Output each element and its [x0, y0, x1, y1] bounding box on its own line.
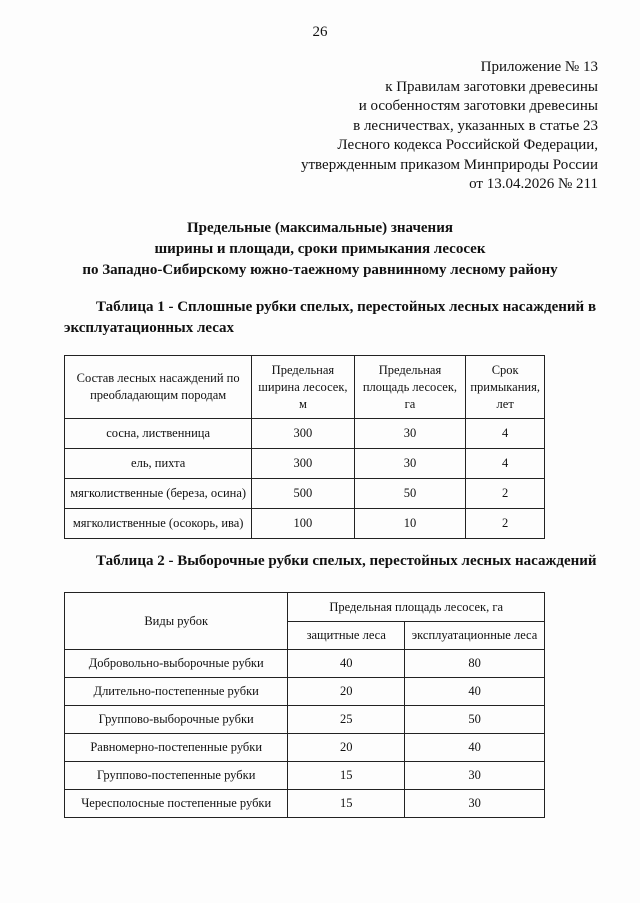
table-cell: Добровольно-выборочные рубки	[65, 650, 288, 678]
table-cell: Длительно-постепенные рубки	[65, 678, 288, 706]
table1-header-row	[65, 356, 545, 419]
table-cell: Чересполосные постепенные рубки	[65, 790, 288, 818]
table1-header-cell: Срок примыкания, лет	[466, 356, 545, 419]
table-cell: 30	[405, 762, 545, 790]
table2	[64, 592, 545, 818]
table-cell: 10	[354, 509, 466, 539]
table-cell: 30	[405, 790, 545, 818]
appendix-line: от 13.04.2026 № 211	[469, 176, 598, 192]
title-line: ширины и площади, сроки примыкания лесосек	[154, 241, 486, 257]
table-cell: 40	[288, 650, 405, 678]
appendix-line: и особенностям заготовки древесины	[358, 98, 598, 114]
table-cell: 15	[288, 790, 405, 818]
appendix-reference	[178, 58, 598, 195]
table-cell: 300	[252, 419, 354, 449]
table-cell: 30	[354, 419, 466, 449]
table-row	[65, 790, 545, 818]
title-line: по Западно-Сибирскому южно-таежному равнинному лесному району	[82, 262, 558, 278]
table-row	[65, 449, 545, 479]
table-row	[65, 419, 545, 449]
table-row	[65, 706, 545, 734]
table1-caption-line: Таблица 1 - Сплошные рубки спелых, перестойных лесных насаждений в	[96, 299, 597, 315]
table2-header-cell: эксплуатационные леса	[405, 622, 545, 650]
table2-header-row	[65, 593, 545, 622]
table-cell: 4	[466, 419, 545, 449]
table1-header-cell: Состав лесных насаждений по преобладающим породам	[65, 356, 252, 419]
appendix-line: в лесничествах, указанных в статье 23	[353, 117, 598, 134]
table-cell: 500	[252, 479, 354, 509]
title-line: Предельные (максимальные) значения	[187, 220, 453, 236]
table-cell: мягколиственные (береза, осина)	[65, 479, 252, 509]
table2-header-cell: Предельная площадь лесосек, га	[288, 593, 545, 622]
table-cell: 30	[354, 449, 466, 479]
table-cell: 15	[288, 762, 405, 790]
appendix-line: Лесного кодекса Российской Федерации,	[337, 137, 598, 153]
table-cell: мягколиственные (осокорь, ива)	[65, 509, 252, 539]
appendix-line: Приложение № 13	[480, 59, 598, 75]
page-number: 26	[312, 24, 328, 40]
table-cell: 40	[405, 734, 545, 762]
table-row	[65, 479, 545, 509]
table-cell: 80	[405, 650, 545, 678]
table-cell: 2	[466, 509, 545, 539]
table-cell: 4	[466, 449, 545, 479]
table-row	[65, 762, 545, 790]
table1	[64, 355, 545, 539]
table-row	[65, 734, 545, 762]
document-title	[0, 218, 640, 281]
table-cell: 25	[288, 706, 405, 734]
appendix-line: утвержденным приказом Минприроды России	[301, 156, 598, 173]
table1-header-cell: Предельная площадь лесосек, га	[354, 356, 466, 419]
table-cell: 2	[466, 479, 545, 509]
table-cell: 50	[405, 706, 545, 734]
table1-header-cell: Предельная ширина лесосек, м	[252, 356, 354, 419]
table2-caption: Таблица 2 - Выборочные рубки спелых, перестойных лесных насаждений	[96, 553, 597, 569]
table-row	[65, 678, 545, 706]
table-cell: 50	[354, 479, 466, 509]
table-cell: сосна, лиственница	[65, 419, 252, 449]
table-cell: 40	[405, 678, 545, 706]
table-cell: 300	[252, 449, 354, 479]
table-cell: ель, пихта	[65, 449, 252, 479]
table2-header-cell: Виды рубок	[65, 593, 288, 650]
table-cell: 20	[288, 734, 405, 762]
table-cell: 100	[252, 509, 354, 539]
table-row	[65, 509, 545, 539]
table-cell: Группово-постепенные рубки	[65, 762, 288, 790]
table-cell: 20	[288, 678, 405, 706]
table-cell: Равномерно-постепенные рубки	[65, 734, 288, 762]
table-row	[65, 650, 545, 678]
appendix-line: к Правилам заготовки древесины	[385, 78, 598, 95]
table2-header-cell: защитные леса	[288, 622, 405, 650]
table1-caption	[64, 297, 604, 339]
table1-caption-line: эксплуатационных лесах	[64, 320, 235, 336]
table-cell: Группово-выборочные рубки	[65, 706, 288, 734]
